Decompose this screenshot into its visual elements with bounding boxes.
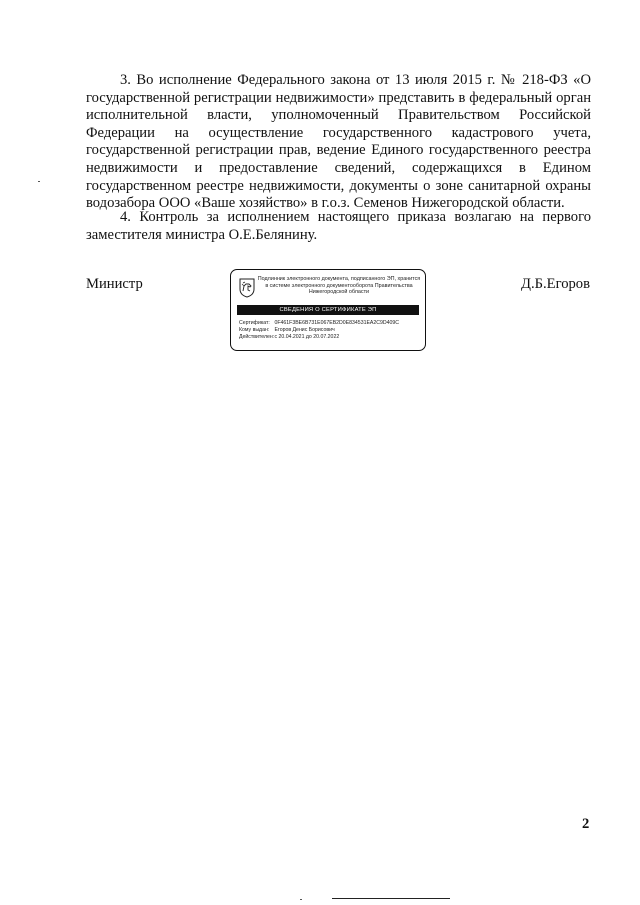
- paragraph-4: 4. Контроль за исполнением настоящего приказа возлагаю на первого заместителя министра О.Е.Белянину.: [86, 209, 591, 243]
- scan-speck: [38, 181, 40, 182]
- valid-row: [239, 334, 421, 341]
- stamp-details: [239, 320, 421, 340]
- stamp-header: СВЕДЕНИЯ О СЕРТИФИКАТЕ ЭП: [237, 305, 419, 315]
- valid-value: с 20.04.2021 до 20.07.2022: [274, 333, 340, 340]
- page-number: 2: [582, 816, 590, 832]
- signatory-name: Д.Б.Егоров: [521, 276, 590, 292]
- signatory-position: Министр: [86, 276, 143, 292]
- stamp-notice: Подлинник электронного документа, подписанного ЭП, хранится в системе электронного документооборота Правительства Нижегородской области: [257, 276, 421, 296]
- footer-rule: [332, 898, 450, 899]
- issued-to-row: [239, 327, 421, 334]
- certificate-value: 0F461F3BE6B731E067EB2D0E834531EA2C9D409C: [274, 320, 400, 326]
- scan-speck: [300, 899, 302, 900]
- valid-label: Действителен:: [239, 333, 275, 340]
- certificate-label: Сертификат:: [239, 320, 270, 326]
- electronic-signature-stamp: [230, 269, 426, 351]
- issued-to-label: Кому выдан:: [239, 326, 270, 333]
- certificate-row: [239, 320, 421, 327]
- issued-to-value: Егоров Денис Борисович: [274, 326, 335, 333]
- paragraph-3: 3. Во исполнение Федерального закона от 13 июля 2015 г. № 218-ФЗ «О государственной регистрации недвижимости» представить в федеральный орган исполнительной власти, уполномоченный Правительством Российской Федерации на осуществление государственного кадастрового учета, государственной регистрации прав, ведение Единого государственного реестра недвижимости и предоставление сведений, содержащихся в Едином государственном реестре недвижимости, документы о зоне санитарной охраны водозабора ООО «Ваше хозяйство» в г.о.з. Семенов Нижегородской области.: [86, 72, 591, 212]
- nizhny-novgorod-coat-of-arms-icon: [239, 278, 255, 298]
